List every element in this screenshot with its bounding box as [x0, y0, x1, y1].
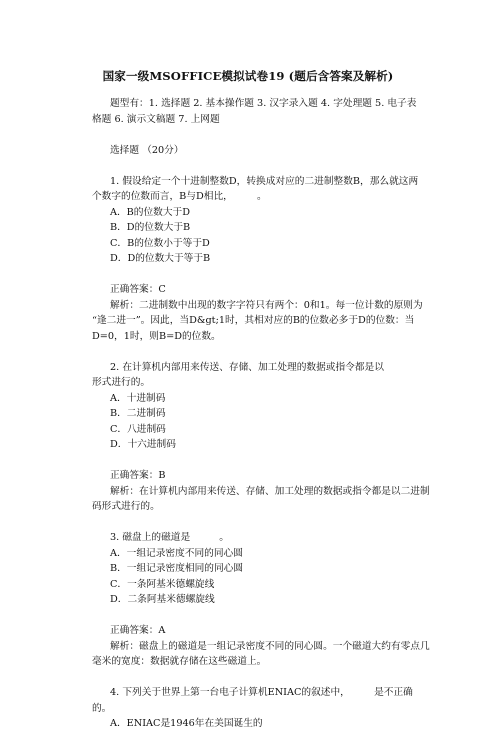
q3-explanation-line-1: 解析：磁盘上的磁道是一组记录密度不同的同心圆。一个磁道大约有零点几: [110, 640, 430, 652]
question-types-line-2: 格题 6. 演示文稿题 7. 上网题: [92, 113, 220, 125]
document-title: 国家一级MSOFFICE模拟试卷19 (题后含答案及解析): [102, 69, 394, 83]
q1-stem-line-2: 个数字的位数而言，B与D相比， 。: [92, 191, 267, 202]
q3-option-d: D．二条阿基米德螺旋线: [110, 594, 215, 605]
q1-explanation-line-3: D=0，1时，则B=D的位数。: [92, 330, 221, 342]
section-heading: 选择题 （20分）: [110, 144, 184, 156]
q3-option-c: C．一条阿基米德螺旋线: [110, 578, 215, 590]
q2-explanation-line-1: 解析：在计算机内部用来传送、存储、加工处理的数据或指令都是以二进制: [110, 485, 430, 497]
document-body: [92, 96, 430, 732]
q2-option-b: B．二进制码: [110, 408, 166, 419]
q1-explanation-line-1: 解析：二进制数中出现的数字字符只有两个：0和1。每一位计数的原则为: [110, 299, 423, 311]
q2-explanation-line-2: 码形式进行的。: [92, 501, 160, 512]
q3-option-b: B．一组记录密度相同的同心圆: [110, 563, 244, 574]
q4-option-a: A．ENIAC是1946年在美国诞生的: [110, 718, 263, 729]
q2-option-d: D．十六进制码: [110, 439, 176, 450]
q2-answer: 正确答案：B: [110, 470, 166, 481]
q4-stem-line-2: 的。: [92, 702, 112, 714]
q4-stem-line-1: 4. 下列关于世界上第一台电子计算机ENIAC的叙述中， 是不正确: [110, 687, 413, 698]
q2-stem-line-2: 形式进行的。: [92, 377, 151, 388]
q3-explanation-line-2: 毫米的宽度：数据就存储在这些磁道上。: [92, 656, 267, 667]
q1-option-b: B．D的位数大于B: [110, 222, 191, 233]
q2-option-a: A．十进制码: [110, 392, 166, 404]
q2-option-c: C．八进制码: [110, 423, 166, 435]
q1-option-c: C．B的位数小于等于D: [110, 237, 210, 249]
q2-stem-line-1: 2. 在计算机内部用来传送、存储、加工处理的数据或指令都是以: [110, 361, 384, 373]
q1-option-a: A．B的位数大于D: [110, 206, 191, 218]
q1-answer: 正确答案：C: [110, 284, 166, 295]
q1-explanation-line-2: “逢二进一”。因此，当D&gt;1时，其相对应的B的位数必多于D的位数：当: [92, 315, 415, 326]
q1-stem-line-1: 1. 假设给定一个十进制整数D，转换成对应的二进制整数B，那么就这两: [110, 175, 419, 187]
q1-option-d: D．D的位数大于等于B: [110, 253, 211, 264]
question-types-line-1: 题型有：1. 选择题 2. 基本操作题 3. 汉字录入题 4. 字处理题 5. 电子表: [110, 98, 417, 109]
q3-option-a: A．一组记录密度不同的同心圆: [110, 547, 243, 559]
q3-stem: 3. 磁盘上的磁道是 。: [110, 532, 229, 543]
q3-answer: 正确答案：A: [110, 625, 166, 636]
